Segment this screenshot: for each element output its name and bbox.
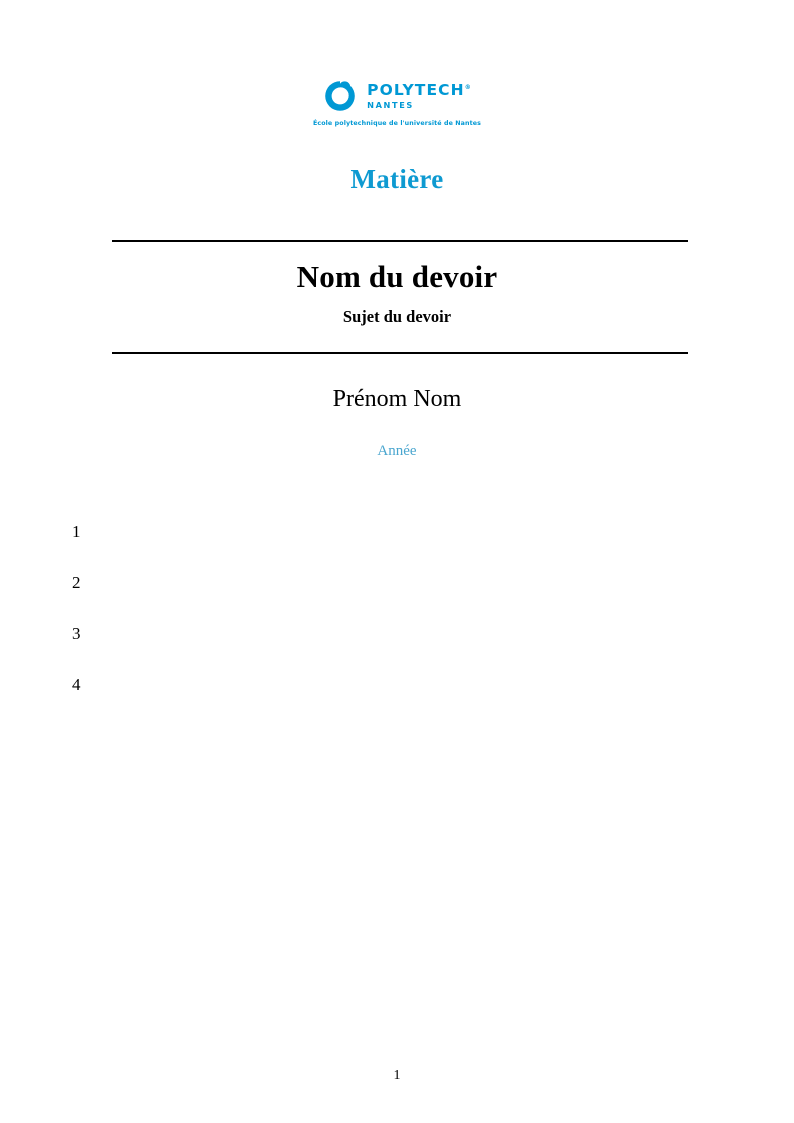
list-item[interactable] (72, 624, 722, 675)
subject-heading: Matière (350, 164, 444, 194)
list-item[interactable] (72, 675, 722, 726)
page-number: 1 (393, 1068, 401, 1083)
toc-entry-number: 2 (72, 573, 81, 592)
title-rule-top (112, 240, 688, 242)
document-subtitle: Sujet du devoir (342, 307, 452, 326)
toc-entry-number: 3 (72, 624, 81, 643)
polytech-logo (0, 78, 794, 127)
logo-tagline: École polytechnique de l'université de Nantes (312, 120, 482, 127)
registered-mark: ® (464, 83, 472, 91)
logo-row (322, 78, 472, 114)
toc-entry-number: 4 (72, 675, 81, 694)
document-title: Nom du devoir (296, 259, 498, 294)
list-item[interactable] (72, 522, 722, 573)
list-item[interactable] (72, 573, 722, 624)
logo-wordmark (367, 83, 472, 109)
logo-polytech-text (367, 83, 472, 99)
year-label: Année (377, 443, 417, 459)
author-name: Prénom Nom (332, 386, 462, 412)
toc-entry-number: 1 (72, 522, 81, 541)
title-rule-bottom (112, 352, 688, 354)
logo-polytech-label: POLYTECH (367, 81, 465, 100)
logo-campus-label: NANTES (367, 99, 414, 110)
polytech-circle-icon (322, 78, 358, 114)
table-of-contents (72, 522, 722, 726)
